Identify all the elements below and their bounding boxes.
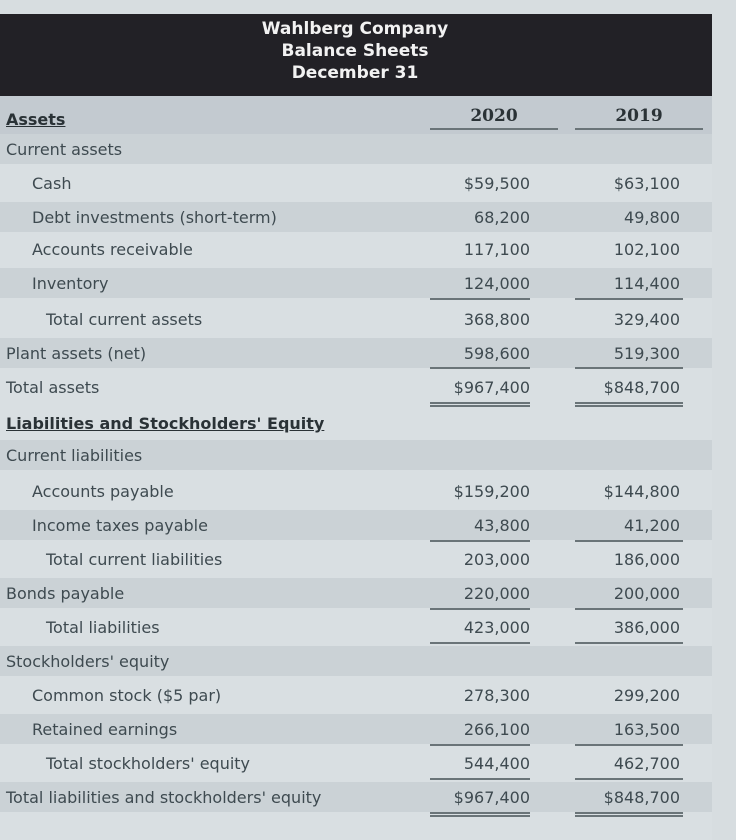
- year-2020-underline: [430, 128, 558, 130]
- value-2020: 544,400: [463, 754, 530, 773]
- row-bonds-payable: [0, 578, 712, 608]
- subtotal-line: [575, 540, 683, 542]
- row-label: Accounts receivable: [32, 240, 193, 259]
- row-current-liabilities: [0, 440, 712, 470]
- value-2020: 124,000: [463, 274, 530, 293]
- row-label: Total stockholders' equity: [46, 754, 251, 773]
- value-2019: 41,200: [624, 516, 680, 535]
- row-total-assets: [0, 372, 712, 402]
- value-2019: $144,800: [603, 482, 680, 501]
- subtotal-line: [575, 298, 683, 300]
- row-label: Common stock ($5 par): [32, 686, 222, 705]
- row-total-current-liabilities: [0, 544, 712, 574]
- row-cash: [0, 168, 712, 198]
- value-2019: $848,700: [603, 378, 680, 397]
- row-label: Total current assets: [46, 310, 203, 329]
- value-2019: 186,000: [613, 550, 680, 569]
- value-2020: 117,100: [463, 240, 530, 259]
- row-liabilities-equity-heading: [0, 408, 712, 438]
- row-income-taxes-payable: [0, 510, 712, 540]
- row-stockholders-equity: [0, 646, 712, 676]
- value-2019: 386,000: [613, 618, 680, 637]
- row-label: Plant assets (net): [6, 344, 147, 363]
- subtotal-line: [430, 540, 530, 542]
- value-2019: 329,400: [613, 310, 680, 329]
- value-2019: 200,000: [613, 584, 680, 603]
- row-label: Bonds payable: [6, 584, 125, 603]
- value-2020: 220,000: [463, 584, 530, 603]
- subtotal-line: [575, 744, 683, 746]
- year-2020-header: 2020: [470, 106, 518, 126]
- row-label: Cash: [32, 174, 72, 193]
- value-2020: 598,600: [463, 344, 530, 363]
- value-2019: 163,500: [613, 720, 680, 739]
- sheet-header: [0, 14, 712, 96]
- value-2020: 266,100: [463, 720, 530, 739]
- row-accounts-payable: [0, 476, 712, 506]
- subtotal-line: [575, 642, 683, 644]
- statement-date: December 31: [291, 63, 419, 83]
- row-label: Total liabilities: [46, 618, 160, 637]
- row-total-stockholders-equity: [0, 748, 712, 778]
- value-2020: 278,300: [463, 686, 530, 705]
- value-2020: $967,400: [453, 788, 530, 807]
- value-2020: $159,200: [453, 482, 530, 501]
- year-2019-underline: [575, 128, 703, 130]
- row-label: Inventory: [32, 274, 109, 293]
- row-label: Income taxes payable: [32, 516, 208, 535]
- value-2019: 519,300: [613, 344, 680, 363]
- row-inventory: [0, 268, 712, 298]
- total-double-line: [575, 812, 683, 817]
- subtotal-line: [430, 298, 530, 300]
- subtotal-line: [430, 367, 530, 369]
- balance-sheet: [0, 14, 712, 840]
- row-common-stock: [0, 680, 712, 710]
- statement-name: Balance Sheets: [281, 41, 429, 61]
- total-double-line: [430, 812, 530, 817]
- total-double-line: [430, 402, 530, 407]
- row-label: Accounts payable: [32, 482, 174, 501]
- value-2019: 462,700: [613, 754, 680, 773]
- value-2019: $63,100: [613, 174, 680, 193]
- row-current-assets: [0, 134, 712, 164]
- value-2020: 43,800: [474, 516, 530, 535]
- value-2020: $967,400: [453, 378, 530, 397]
- value-2020: 368,800: [463, 310, 530, 329]
- row-label: Current assets: [6, 140, 123, 159]
- value-2020: 423,000: [463, 618, 530, 637]
- row-label: Current liabilities: [6, 446, 143, 465]
- row-label: Total liabilities and stockholders' equity: [6, 788, 322, 807]
- subtotal-line: [430, 778, 530, 780]
- row-label: Total assets: [6, 378, 100, 397]
- row-debt-investments: [0, 202, 712, 232]
- value-2019: 102,100: [613, 240, 680, 259]
- value-2019: 299,200: [613, 686, 680, 705]
- year-2019-header: 2019: [615, 106, 663, 126]
- row-label: Debt investments (short-term): [32, 208, 277, 227]
- subtotal-line: [575, 778, 683, 780]
- row-total-liabilities: [0, 612, 712, 642]
- row-label: Retained earnings: [32, 720, 178, 739]
- assets-heading: Assets: [6, 110, 66, 129]
- row-total-current-assets: [0, 304, 712, 334]
- subtotal-line: [430, 642, 530, 644]
- section-heading: Liabilities and Stockholders' Equity: [6, 414, 325, 433]
- row-label: Stockholders' equity: [6, 652, 170, 671]
- value-2020: 68,200: [474, 208, 530, 227]
- row-retained-earnings: [0, 714, 712, 744]
- subtotal-line: [430, 744, 530, 746]
- subtotal-line: [575, 367, 683, 369]
- row-accounts-receivable: [0, 234, 712, 264]
- company-name: Wahlberg Company: [261, 19, 449, 39]
- total-double-line: [575, 402, 683, 407]
- row-plant-assets: [0, 338, 712, 368]
- value-2020: 203,000: [463, 550, 530, 569]
- value-2019: 114,400: [613, 274, 680, 293]
- subtotal-line: [430, 608, 530, 610]
- value-2019: 49,800: [624, 208, 680, 227]
- value-2019: $848,700: [603, 788, 680, 807]
- row-total-liabilities-equity: [0, 782, 712, 812]
- subtotal-line: [575, 608, 683, 610]
- row-label: Total current liabilities: [46, 550, 223, 569]
- value-2020: $59,500: [463, 174, 530, 193]
